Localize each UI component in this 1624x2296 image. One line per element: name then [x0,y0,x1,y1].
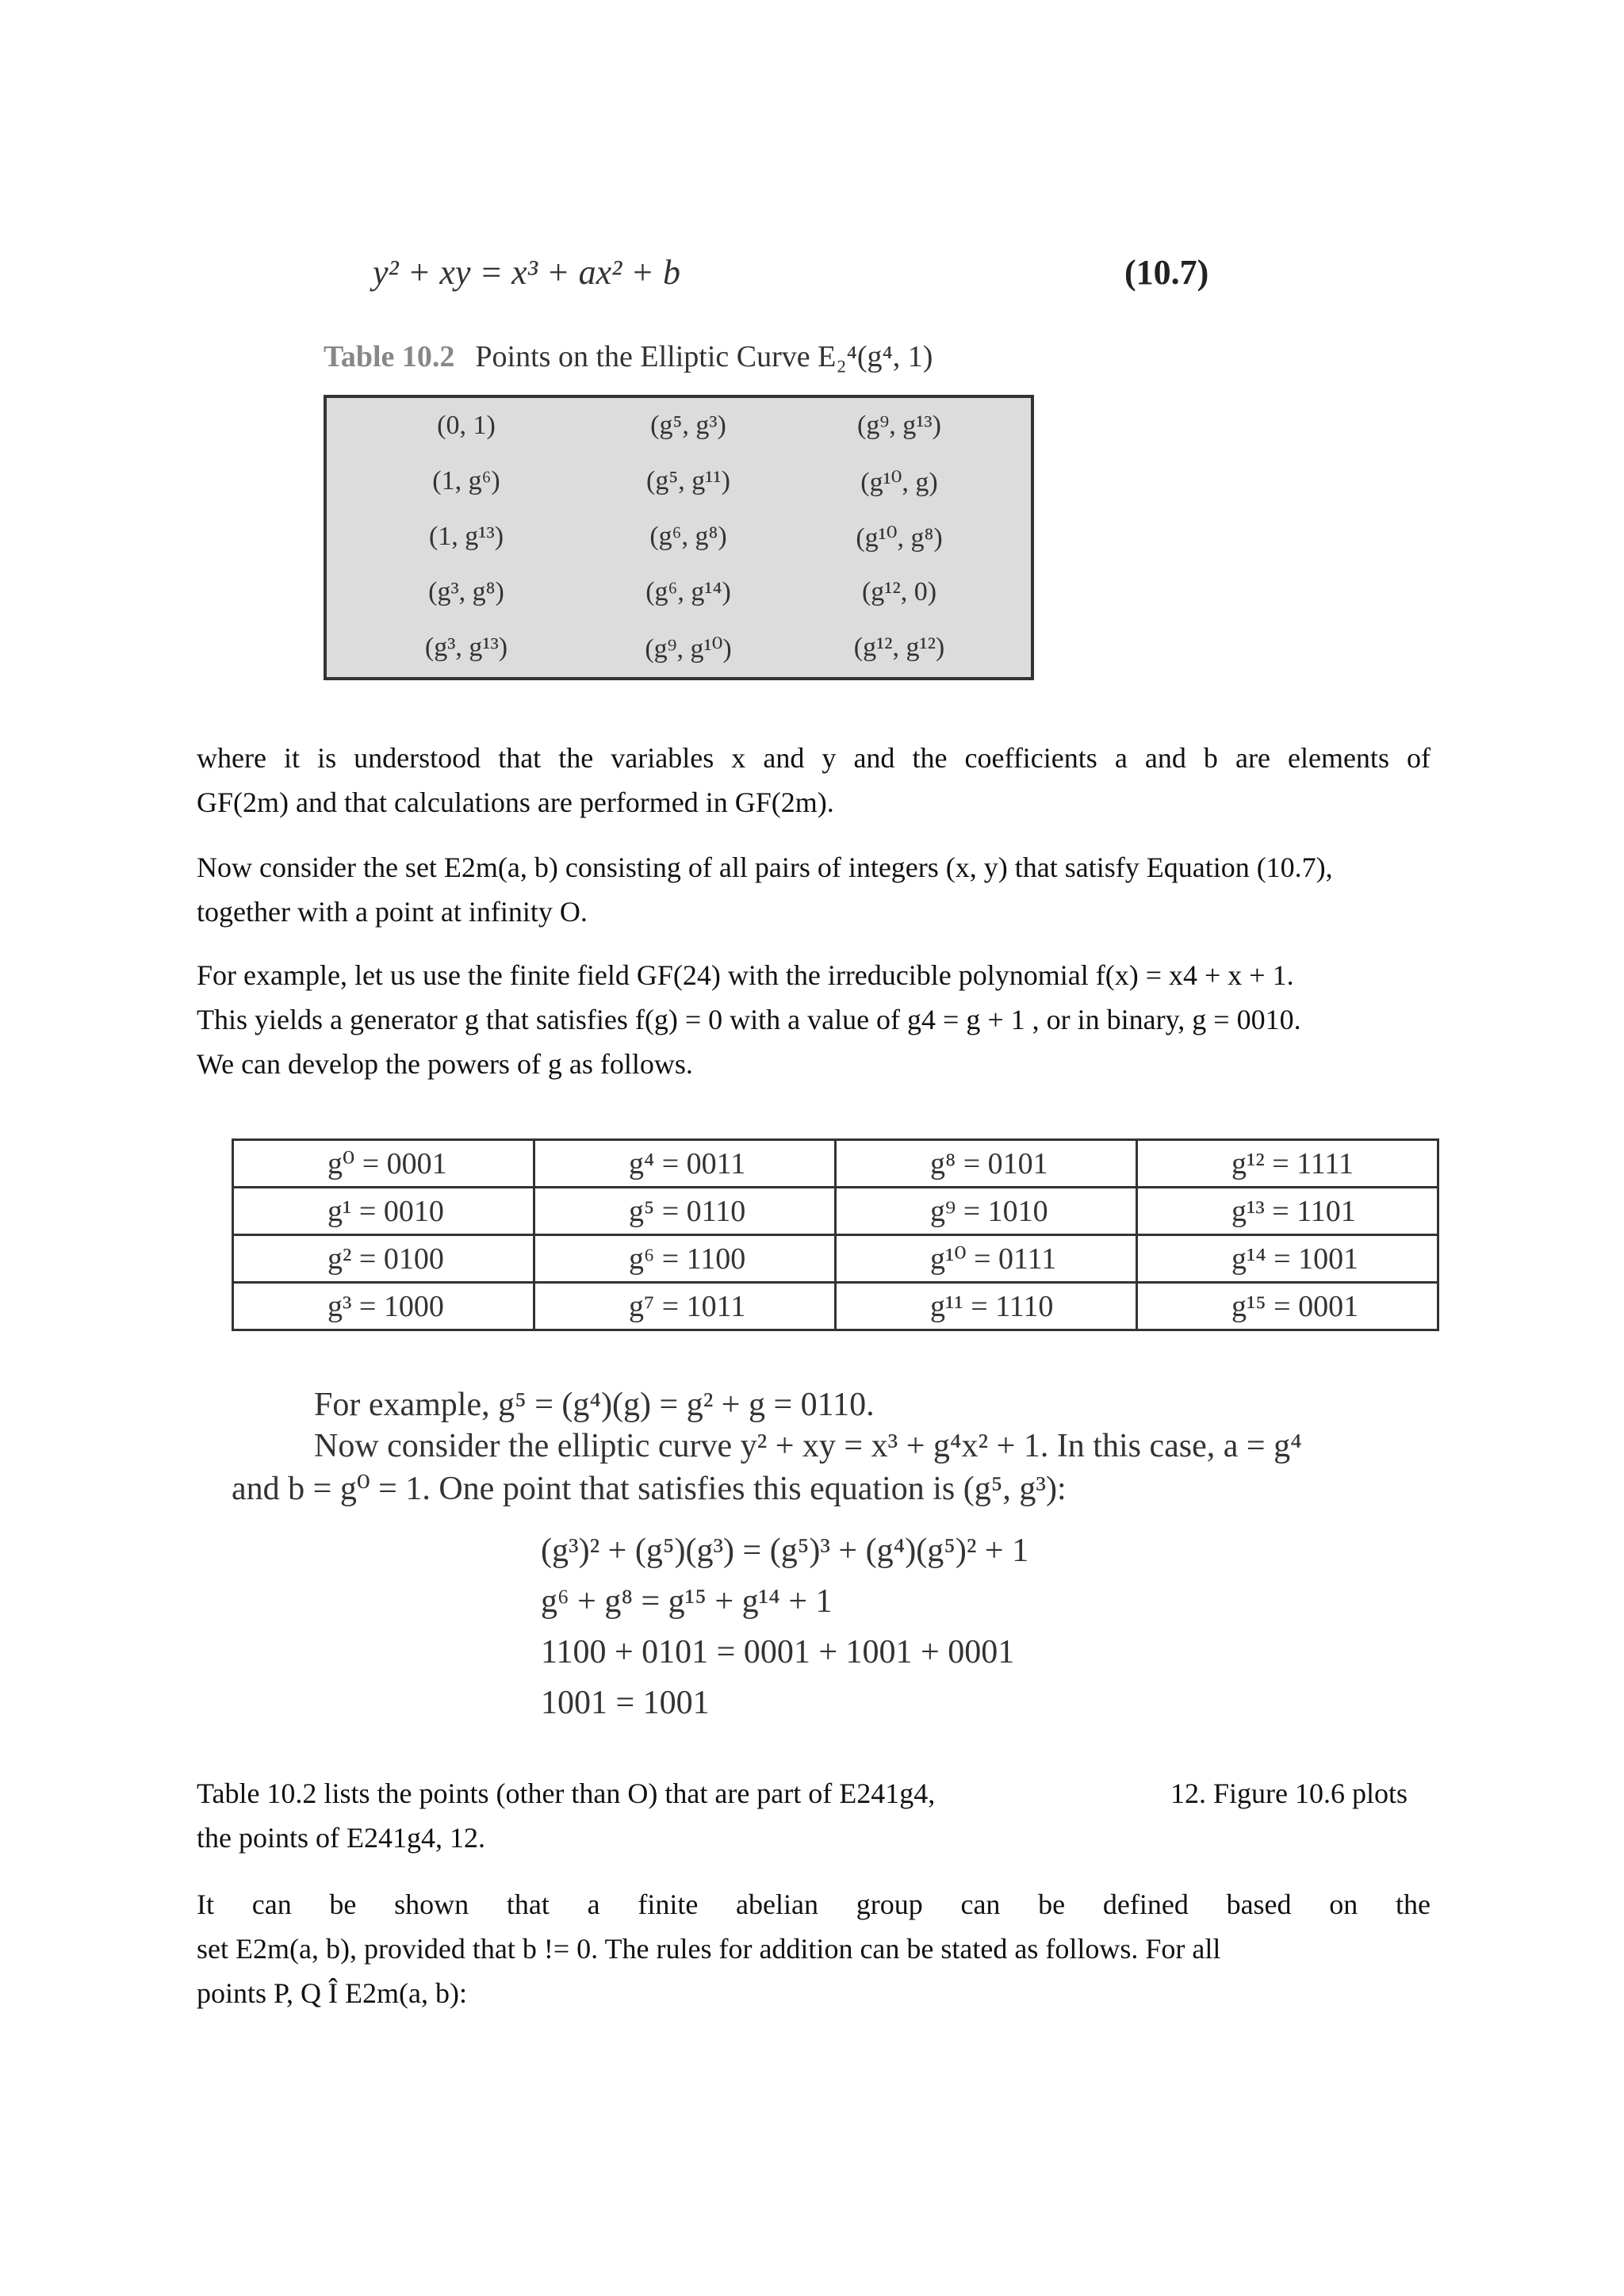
paragraph-5-line-2: set E2m(a, b), provided that b != 0. The rules for addition can be stated as follows. For all [197,1933,1221,1965]
paragraph-3-line-2: This yields a generator g that satisfies f(g) = 0 with a value of g4 = g + 1 , or in binary, g = 0010. [197,1004,1301,1035]
power-cell: g² = 0100 [233,1235,534,1283]
table-title: Points on the Elliptic Curve E₂⁴(g⁴, 1) [475,340,933,373]
example-equation-3: 1100 + 0101 = 0001 + 1001 + 0001 [541,1634,1015,1670]
power-cell: g¹³ = 1101 [1137,1188,1438,1235]
points-table [324,395,1034,680]
power-cell: g⁷ = 1011 [534,1283,836,1330]
point-cell: (g⁵, g³) [650,411,726,440]
power-cell: g⁸ = 0101 [836,1140,1137,1188]
point-cell: (g⁶, g⁸) [649,522,727,551]
table-row [233,1283,1438,1330]
paragraph-5-line-3: points P, Q Î E2m(a, b): [197,1977,467,2009]
power-cell: g¹ = 0010 [233,1188,534,1235]
power-cell: g¹⁴ = 1001 [1137,1235,1438,1283]
paragraph-3-line-3: We can develop the powers of g as follows. [197,1048,693,1080]
power-cell: g¹¹ = 1110 [836,1283,1137,1330]
point-cell: (g¹⁰, g⁸) [856,523,943,553]
power-cell: g⁵ = 0110 [534,1188,836,1235]
point-cell: (g³, g⁸) [428,577,504,607]
paragraph-1-line-2: GF(2m) and that calculations are performed in GF(2m). [197,786,834,818]
example-equation-4: 1001 = 1001 [541,1685,710,1721]
equation-10-7: y² + xy = x³ + ax² + b [373,253,680,292]
point-cell: (g⁹, g¹⁰) [645,634,732,664]
power-cell: g¹² = 1111 [1137,1140,1438,1188]
table-row [233,1235,1438,1283]
point-cell: (g⁶, g¹⁴) [645,577,731,607]
power-cell: g⁶ = 1100 [534,1235,836,1283]
table-row [233,1188,1438,1235]
power-cell: g³ = 1000 [233,1283,534,1330]
powers-table [232,1138,1439,1331]
point-cell: (g³, g¹³) [424,633,508,662]
paragraph-4-line-2: the points of E241g4, 12. [197,1822,485,1854]
paragraph-2-line-1: Now consider the set E2m(a, b) consisting of all pairs of integers (x, y) that satisfy Equation (10.7), [197,851,1333,883]
table-10-2-caption [324,339,933,374]
equation-number: (10.7) [1124,253,1209,292]
paragraph-3-line-1: For example, let us use the finite field GF(24) with the irreducible polynomial f(x) = x4 + x + 1. [197,959,1294,991]
power-cell: g⁴ = 0011 [534,1140,836,1188]
power-cell: g¹⁵ = 0001 [1137,1283,1438,1330]
point-cell: (1, g⁶) [432,466,500,496]
example-equation-2: g⁶ + g⁸ = g¹⁵ + g¹⁴ + 1 [541,1583,833,1620]
example-line-3: and b = g⁰ = 1. One point that satisfies this equation is (g⁵, g³): [232,1471,1067,1507]
paragraph-4-line-1a: Table 10.2 lists the points (other than O) that are part of E241g4, [197,1777,936,1809]
paragraph-4-line-1b: 12. Figure 10.6 plots [1170,1777,1408,1809]
table-label: Table 10.2 [324,340,455,373]
point-cell: (g⁵, g¹¹) [646,466,730,496]
power-cell: g⁰ = 0001 [233,1140,534,1188]
table-row [233,1140,1438,1188]
example-equation-1: (g³)² + (g⁵)(g³) = (g⁵)³ + (g⁴)(g⁵)² + 1 [541,1533,1029,1569]
example-line-2: Now consider the elliptic curve y² + xy = x³ + g⁴x² + 1. In this case, a = g⁴ [314,1428,1302,1464]
power-cell: g¹⁰ = 0111 [836,1235,1137,1283]
point-cell: (g¹², 0) [861,577,937,607]
power-cell: g⁹ = 1010 [836,1188,1137,1235]
paragraph-5-line-1: It can be shown that a finite abelian group can be defined based on the [197,1888,1431,1920]
paragraph-2-line-2: together with a point at infinity O. [197,896,588,928]
point-cell: (1, g¹³) [428,522,504,551]
point-cell: (g¹², g¹²) [853,633,945,662]
point-cell: (g⁹, g¹³) [857,411,941,440]
example-line-1: For example, g⁵ = (g⁴)(g) = g² + g = 0110. [314,1387,875,1423]
paragraph-1-line-1: where it is understood that the variables x and y and the coefficients a and b are elements of [197,742,1431,774]
point-cell: (0, 1) [437,411,496,440]
point-cell: (g¹⁰, g) [860,468,938,497]
